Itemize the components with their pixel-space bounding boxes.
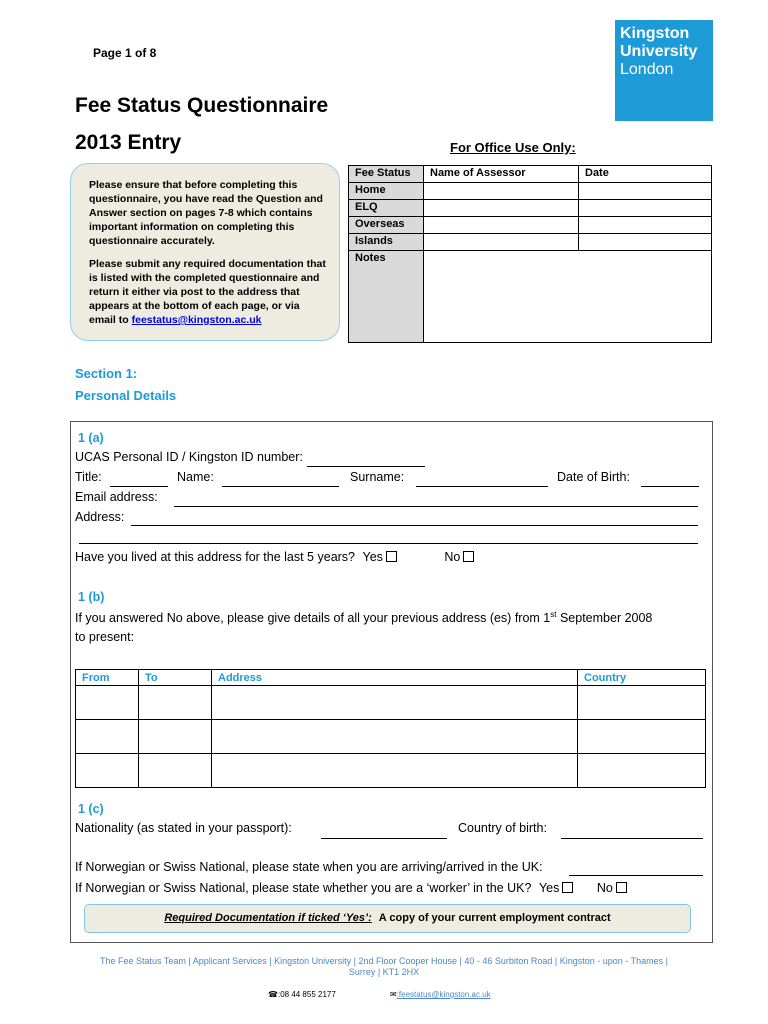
cell-country[interactable] (578, 686, 706, 720)
cell-to[interactable] (139, 686, 212, 720)
name-input[interactable] (222, 486, 339, 487)
cell-from[interactable] (76, 720, 139, 754)
nationality-input[interactable] (321, 838, 447, 839)
name-label: Name: (177, 470, 214, 484)
cell-address[interactable] (212, 754, 578, 788)
title-input[interactable] (110, 486, 168, 487)
office-cell[interactable] (579, 234, 712, 251)
office-cell[interactable] (424, 183, 579, 200)
footer-phone-number: :08 44 855 2177 (277, 990, 336, 999)
q1b-text-pre: If you answered No above, please give details of all your previous address (es) from 1 (75, 611, 551, 626)
office-row-elq: ELQ (349, 200, 424, 217)
col-from: From (76, 670, 139, 686)
worker-question-text: If Norwegian or Swiss National, please state whether you are a ‘worker’ in the UK? (75, 881, 532, 895)
surname-input[interactable] (416, 486, 548, 487)
col-to: To (139, 670, 212, 686)
mail-icon: ✉ (390, 990, 397, 999)
dob-label: Date of Birth: (557, 470, 630, 484)
section-number: Section 1: (75, 366, 138, 381)
logo-line3: London (620, 61, 674, 78)
table-row (76, 720, 706, 754)
cell-country[interactable] (578, 720, 706, 754)
office-cell[interactable] (579, 183, 712, 200)
address-input-line2[interactable] (79, 543, 698, 544)
office-row-islands: Islands (349, 234, 424, 251)
address-label: Address: (75, 510, 125, 524)
office-col-date: Date (579, 166, 712, 183)
email-label: Email address: (75, 490, 158, 504)
footer-address-line2: Surrey | KT1 2HX (348, 967, 420, 977)
footer-address (90, 956, 678, 978)
logo-line1: Kingston (620, 25, 690, 42)
lived-question-text: Have you lived at this address for the last 5 years? (75, 550, 356, 564)
page-title: Fee Status Questionnaire (75, 94, 329, 117)
lived-no-label: No (444, 550, 461, 564)
office-cell[interactable] (424, 217, 579, 234)
footer-phone (268, 990, 336, 999)
required-doc-text: A copy of your current employment contract (378, 912, 611, 924)
office-row-overseas: Overseas (349, 217, 424, 234)
address-input-line1[interactable] (131, 525, 698, 526)
cell-address[interactable] (212, 720, 578, 754)
footer-email (390, 990, 491, 999)
cell-address[interactable] (212, 686, 578, 720)
instructions-para2 (89, 257, 327, 327)
office-row-notes: Notes (349, 251, 424, 343)
country-birth-input[interactable] (561, 838, 703, 839)
cell-to[interactable] (139, 720, 212, 754)
kingston-logo (615, 20, 713, 121)
country-birth-label: Country of birth: (458, 821, 547, 835)
lived-yes-label: Yes (362, 550, 383, 564)
q1b-text-post: September 2008 (556, 611, 653, 626)
cell-from[interactable] (76, 686, 139, 720)
col-country: Country (578, 670, 706, 686)
email-link[interactable]: feestatus@kingston.ac.uk (131, 314, 262, 326)
table-row (76, 754, 706, 788)
worker-no-checkbox[interactable] (616, 882, 627, 893)
q1c-label: 1 (c) (78, 802, 104, 816)
footer-email-link[interactable]: :feestatus@kingston.ac.uk (396, 990, 491, 999)
q1b-label: 1 (b) (78, 590, 105, 604)
page-subtitle: 2013 Entry (75, 131, 182, 154)
dob-input[interactable] (641, 486, 699, 487)
office-notes-cell[interactable] (424, 251, 712, 343)
office-cell[interactable] (424, 200, 579, 217)
q1b-text-line2: to present: (75, 630, 135, 644)
office-row-home: Home (349, 183, 424, 200)
office-use-heading: For Office Use Only: (450, 140, 576, 155)
office-use-table (348, 165, 712, 343)
worker-question (75, 881, 627, 895)
q1a-label: 1 (a) (78, 431, 104, 445)
office-col-fee-status: Fee Status (349, 166, 424, 183)
page-number: Page 1 of 8 (93, 46, 157, 60)
office-cell[interactable] (579, 200, 712, 217)
instructions-callout (70, 163, 340, 341)
footer-address-line1: The Fee Status Team | Applicant Services | Kingston University | 2nd Floor Cooper House | 40 - 46 Surbiton Road | Kingston - upon - Thames | (100, 956, 668, 966)
lived-question (75, 550, 474, 564)
worker-yes-checkbox[interactable] (562, 882, 573, 893)
lived-no-checkbox[interactable] (463, 551, 474, 562)
cell-country[interactable] (578, 754, 706, 788)
ucas-label: UCAS Personal ID / Kingston ID number: (75, 450, 303, 464)
cell-from[interactable] (76, 754, 139, 788)
lived-yes-checkbox[interactable] (386, 551, 397, 562)
worker-yes-label: Yes (538, 881, 560, 895)
instructions-para1: Please ensure that before completing this questionnaire, you have read the Question and Answer section on pages 7-8 which contains important information on completing this questionnaire accurately. (89, 179, 323, 247)
required-doc-label: Required Documentation if ticked ‘Yes’: (164, 912, 372, 924)
previous-address-table (75, 669, 706, 788)
cell-to[interactable] (139, 754, 212, 788)
office-cell[interactable] (579, 217, 712, 234)
email-input[interactable] (174, 506, 698, 507)
worker-no-label: No (596, 881, 613, 895)
title-label: Title: (75, 470, 102, 484)
ucas-input[interactable] (307, 466, 425, 467)
surname-label: Surname: (350, 470, 405, 484)
office-cell[interactable] (424, 234, 579, 251)
instructions-para2-text: Please submit any required documentation that is listed with the completed questionnaire and return it either via post to the address that appears at the bottom of each page, or via email to (89, 258, 326, 326)
required-documentation-box (84, 904, 691, 933)
arrival-input[interactable] (569, 875, 703, 876)
logo-line2: University (620, 43, 698, 60)
arrival-label: If Norwegian or Swiss National, please state when you are arriving/arrived in the UK: (75, 860, 543, 874)
col-address: Address (212, 670, 578, 686)
nationality-label: Nationality (as stated in your passport): (75, 821, 292, 835)
table-row (76, 686, 706, 720)
q1b-text-sup: st (550, 610, 557, 619)
office-col-assessor: Name of Assessor (424, 166, 579, 183)
q1b-text (75, 610, 652, 625)
section-title: Personal Details (75, 388, 177, 403)
phone-icon: ☎ (268, 990, 278, 999)
